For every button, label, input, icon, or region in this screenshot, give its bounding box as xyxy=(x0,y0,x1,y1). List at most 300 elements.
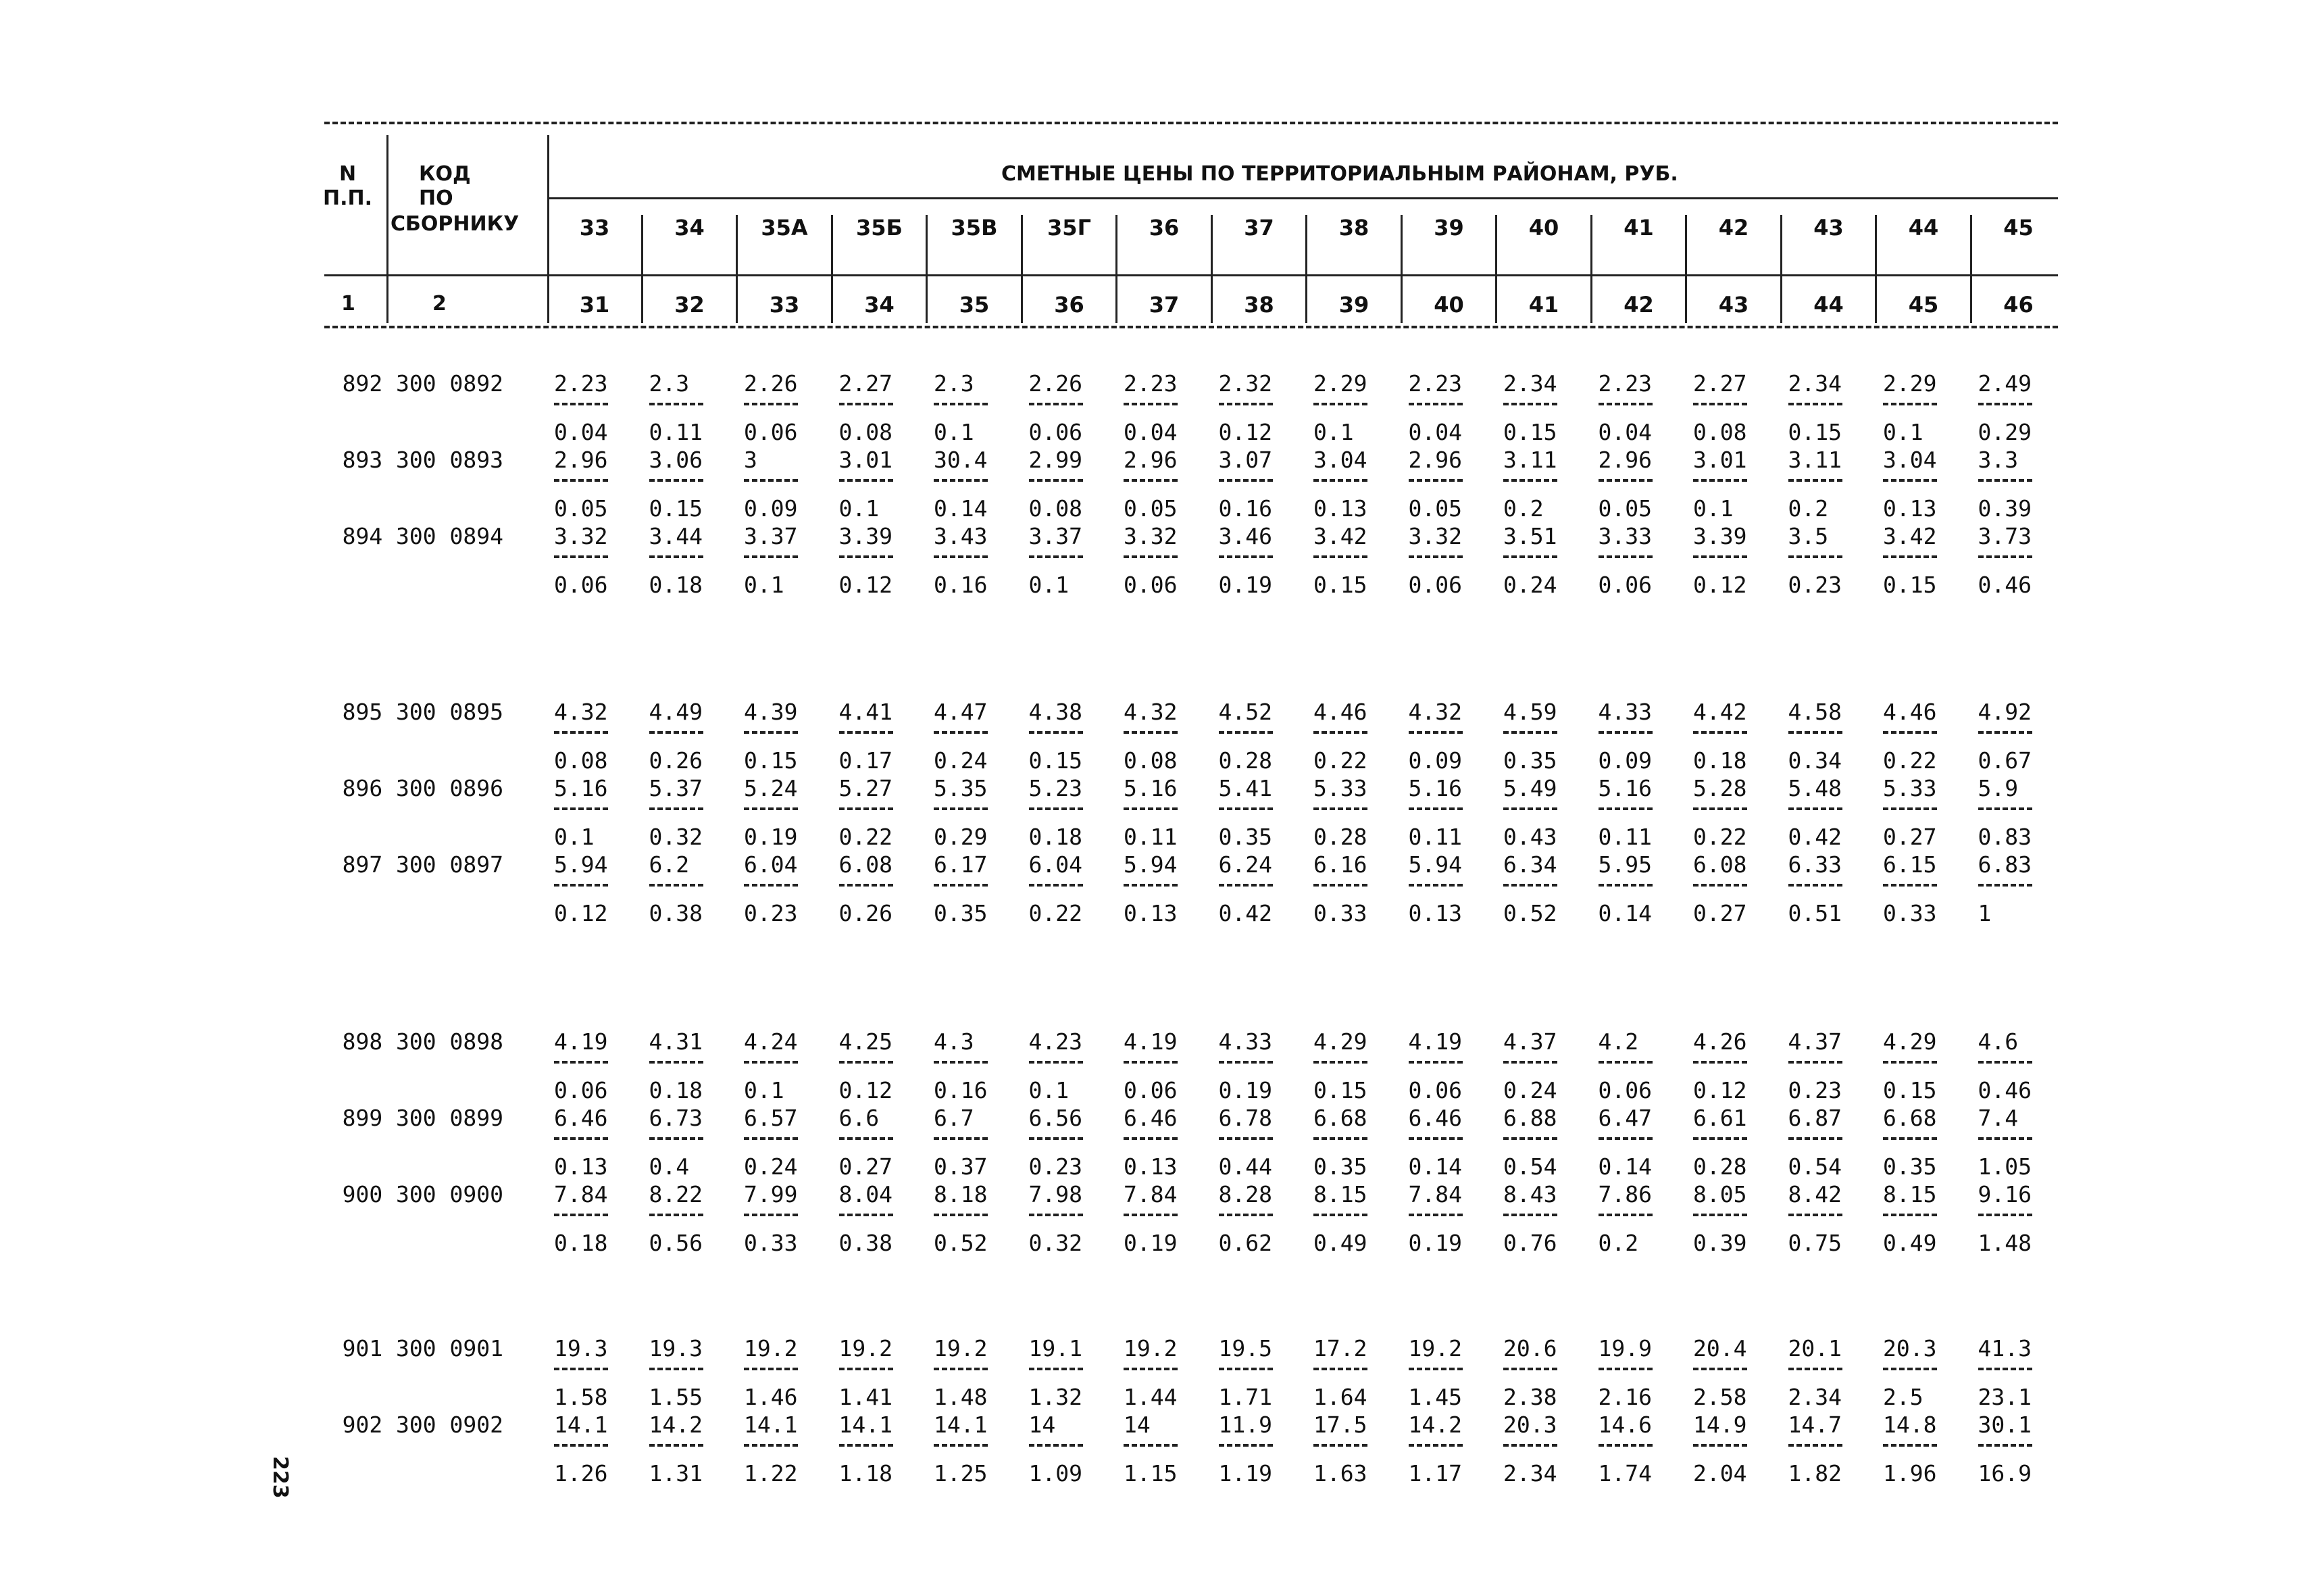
district-8: 37 xyxy=(1244,215,1274,241)
fraction-line xyxy=(554,731,608,734)
fraction-line xyxy=(1599,1214,1653,1216)
price-wage: 0.19 xyxy=(744,824,798,850)
fraction-line xyxy=(1029,1214,1083,1216)
col-n-label: N xyxy=(339,162,357,186)
district-14: 43 xyxy=(1813,215,1844,241)
district-3: 35А xyxy=(761,215,808,241)
price-total: 14 xyxy=(1028,1412,1056,1438)
price-wage: 0.05 xyxy=(1598,495,1652,522)
fraction-line xyxy=(744,884,798,887)
fraction-line xyxy=(1124,807,1178,810)
price-wage: 1.05 xyxy=(1978,1153,2032,1180)
fraction-line xyxy=(1693,1214,1747,1216)
price-wage: 0.1 xyxy=(1028,1077,1070,1103)
fraction-line xyxy=(1219,884,1273,887)
fraction-line xyxy=(1124,403,1178,405)
price-total: 4.47 xyxy=(934,699,988,725)
price-wage: 0.24 xyxy=(1503,1077,1557,1103)
fraction-line xyxy=(839,1214,893,1216)
price-wage: 0.11 xyxy=(1408,824,1462,850)
price-total: 8.18 xyxy=(934,1181,988,1207)
price-wage: 0.35 xyxy=(1503,747,1557,774)
fraction-line xyxy=(1029,555,1083,558)
fraction-line xyxy=(1409,1061,1463,1064)
price-wage: 0.09 xyxy=(1598,747,1652,774)
price-wage: 0.1 xyxy=(1883,419,1923,445)
row-code: 895 300 0895 xyxy=(342,699,503,725)
price-wage: 0.1 xyxy=(744,572,784,598)
fraction-line xyxy=(1978,731,2032,734)
col-code-label-3: СБОРНИКУ xyxy=(391,212,520,236)
price-total: 8.22 xyxy=(649,1181,703,1207)
price-total: 2.23 xyxy=(1124,370,1178,397)
price-total: 5.94 xyxy=(1408,851,1462,878)
fraction-line xyxy=(1978,555,2032,558)
fraction-line xyxy=(1503,403,1557,405)
price-wage: 2.04 xyxy=(1693,1460,1747,1487)
fraction-line xyxy=(839,731,893,734)
price-wage: 1.48 xyxy=(1978,1230,2032,1256)
price-wage: 1.26 xyxy=(554,1460,608,1487)
price-total: 19.1 xyxy=(1028,1335,1082,1362)
price-wage: 0.15 xyxy=(1313,572,1367,598)
price-total: 5.49 xyxy=(1503,775,1557,801)
price-wage: 0.27 xyxy=(1883,824,1937,850)
fraction-line xyxy=(744,1368,798,1370)
price-total: 3.06 xyxy=(649,447,703,473)
price-total: 8.04 xyxy=(838,1181,892,1207)
price-wage: 0.15 xyxy=(1313,1077,1367,1103)
price-wage: 2.16 xyxy=(1598,1384,1652,1410)
price-wage: 0.12 xyxy=(1218,419,1272,445)
price-wage: 1.15 xyxy=(1124,1460,1178,1487)
price-total: 14.1 xyxy=(554,1412,608,1438)
district-12: 41 xyxy=(1624,215,1654,241)
fraction-line xyxy=(1124,731,1178,734)
price-wage: 1.17 xyxy=(1408,1460,1462,1487)
price-wage: 0.13 xyxy=(1883,495,1937,522)
price-wage: 0.29 xyxy=(934,824,988,850)
price-total: 20.6 xyxy=(1503,1335,1557,1362)
district-6: 35Г xyxy=(1047,215,1091,241)
fraction-line xyxy=(744,403,798,405)
price-wage: 0.1 xyxy=(744,1077,784,1103)
price-total: 6.46 xyxy=(1124,1105,1178,1131)
header-top-rule xyxy=(324,122,2058,124)
fraction-line xyxy=(1883,1061,1937,1064)
fraction-line xyxy=(839,1444,893,1447)
price-total: 2.96 xyxy=(554,447,608,473)
price-total: 3.37 xyxy=(1028,523,1082,549)
price-total: 5.16 xyxy=(1124,775,1178,801)
price-total: 30.4 xyxy=(934,447,988,473)
price-total: 3.01 xyxy=(838,447,892,473)
price-total: 8.15 xyxy=(1883,1181,1937,1207)
price-total: 4.92 xyxy=(1978,699,2032,725)
price-wage: 1.44 xyxy=(1124,1384,1178,1410)
fraction-line xyxy=(1503,731,1557,734)
price-wage: 0.06 xyxy=(1028,419,1082,445)
price-total: 3.39 xyxy=(1693,523,1747,549)
fraction-line xyxy=(1219,555,1273,558)
price-total: 4.39 xyxy=(744,699,798,725)
price-total: 3.44 xyxy=(649,523,703,549)
column-number-16: 46 xyxy=(2003,292,2034,318)
row-code: 899 300 0899 xyxy=(342,1105,503,1131)
price-total: 3.51 xyxy=(1503,523,1557,549)
fraction-line xyxy=(1883,403,1937,405)
price-wage: 0.08 xyxy=(838,419,892,445)
price-wage: 1.55 xyxy=(649,1384,703,1410)
price-total: 2.29 xyxy=(1883,370,1937,397)
price-total: 14.9 xyxy=(1693,1412,1747,1438)
fraction-line xyxy=(934,479,988,482)
price-wage: 0.14 xyxy=(934,495,988,522)
price-total: 4.26 xyxy=(1693,1028,1747,1055)
price-wage: 0.35 xyxy=(934,900,988,926)
price-total: 4.3 xyxy=(934,1028,974,1055)
price-wage: 2.38 xyxy=(1503,1384,1557,1410)
fraction-line xyxy=(1409,1137,1463,1140)
fraction-line xyxy=(1219,479,1273,482)
price-total: 4.37 xyxy=(1503,1028,1557,1055)
fraction-line xyxy=(1029,1061,1083,1064)
price-total: 14.1 xyxy=(744,1412,798,1438)
fraction-line xyxy=(1313,479,1367,482)
price-total: 2.3 xyxy=(934,370,974,397)
price-total: 6.2 xyxy=(649,851,690,878)
fraction-line xyxy=(1693,1137,1747,1140)
price-total: 4.46 xyxy=(1313,699,1367,725)
column-number-4: 34 xyxy=(864,292,895,318)
price-total: 5.16 xyxy=(1408,775,1462,801)
price-wage: 0.35 xyxy=(1883,1153,1937,1180)
column-number-5: 35 xyxy=(959,292,990,318)
fraction-line xyxy=(1599,403,1653,405)
price-total: 2.32 xyxy=(1218,370,1272,397)
price-total: 6.15 xyxy=(1883,851,1937,878)
fraction-line xyxy=(554,1214,608,1216)
price-wage: 1.74 xyxy=(1598,1460,1652,1487)
price-total: 4.49 xyxy=(649,699,703,725)
fraction-line xyxy=(1503,884,1557,887)
price-total: 2.96 xyxy=(1124,447,1178,473)
price-wage: 0.19 xyxy=(1218,572,1272,598)
price-total: 5.95 xyxy=(1598,851,1652,878)
fraction-line xyxy=(1219,1214,1273,1216)
price-total: 3.32 xyxy=(1124,523,1178,549)
price-wage: 0.15 xyxy=(1883,1077,1937,1103)
price-wage: 1.58 xyxy=(554,1384,608,1410)
price-total: 2.96 xyxy=(1408,447,1462,473)
col-pp-label: П.П. xyxy=(323,186,373,210)
price-total: 20.3 xyxy=(1503,1412,1557,1438)
fraction-line xyxy=(1409,1444,1463,1447)
fraction-line xyxy=(554,1137,608,1140)
price-total: 5.33 xyxy=(1883,775,1937,801)
price-total: 6.68 xyxy=(1313,1105,1367,1131)
price-wage: 0.38 xyxy=(838,1230,892,1256)
price-total: 6.46 xyxy=(1408,1105,1462,1131)
fraction-line xyxy=(554,1368,608,1370)
price-total: 3.33 xyxy=(1598,523,1652,549)
fraction-line xyxy=(1978,1137,2032,1140)
col-code-label-1: КОД xyxy=(419,162,471,186)
price-wage: 1 xyxy=(1978,900,1992,926)
price-total: 5.37 xyxy=(649,775,703,801)
price-total: 3.43 xyxy=(934,523,988,549)
price-wage: 0.2 xyxy=(1788,495,1829,522)
fraction-line xyxy=(934,555,988,558)
price-wage: 0.43 xyxy=(1503,824,1557,850)
price-total: 2.26 xyxy=(744,370,798,397)
price-total: 6.78 xyxy=(1218,1105,1272,1131)
price-total: 2.27 xyxy=(1693,370,1747,397)
price-total: 6.56 xyxy=(1028,1105,1082,1131)
district-4: 35Б xyxy=(856,215,903,241)
price-wage: 0.26 xyxy=(838,900,892,926)
fraction-line xyxy=(1693,1444,1747,1447)
price-total: 19.5 xyxy=(1218,1335,1272,1362)
price-wage: 0.06 xyxy=(1124,1077,1178,1103)
fraction-line xyxy=(839,807,893,810)
index-col-1: 1 xyxy=(341,292,355,316)
price-wage: 1.71 xyxy=(1218,1384,1272,1410)
price-total: 4.58 xyxy=(1788,699,1842,725)
fraction-line xyxy=(934,403,988,405)
fraction-line xyxy=(1219,1061,1273,1064)
price-wage: 0.09 xyxy=(1408,747,1462,774)
price-total: 4.32 xyxy=(1408,699,1462,725)
district-11: 40 xyxy=(1528,215,1559,241)
price-total: 3.32 xyxy=(554,523,608,549)
price-wage: 0.04 xyxy=(1124,419,1178,445)
fraction-line xyxy=(649,555,703,558)
fraction-line xyxy=(649,1368,703,1370)
column-number-7: 37 xyxy=(1149,292,1180,318)
header-subtitle-rule xyxy=(549,197,2058,199)
price-wage: 0.23 xyxy=(1788,572,1842,598)
price-total: 3.39 xyxy=(838,523,892,549)
fraction-line xyxy=(649,1137,703,1140)
price-total: 19.2 xyxy=(934,1335,988,1362)
fraction-line xyxy=(934,1444,988,1447)
fraction-line xyxy=(1788,807,1842,810)
price-wage: 0.08 xyxy=(554,747,608,774)
fraction-line xyxy=(1124,479,1178,482)
price-wage: 1.48 xyxy=(934,1384,988,1410)
fraction-line xyxy=(744,555,798,558)
price-wage: 0.12 xyxy=(838,1077,892,1103)
price-total: 5.48 xyxy=(1788,775,1842,801)
price-total: 3.5 xyxy=(1788,523,1829,549)
price-wage: 0.1 xyxy=(554,824,595,850)
price-total: 6.73 xyxy=(649,1105,703,1131)
price-wage: 1.82 xyxy=(1788,1460,1842,1487)
price-total: 2.96 xyxy=(1598,447,1652,473)
price-total: 41.3 xyxy=(1978,1335,2032,1362)
price-total: 4.32 xyxy=(554,699,608,725)
price-total: 5.94 xyxy=(1124,851,1178,878)
price-total: 19.2 xyxy=(744,1335,798,1362)
fraction-line xyxy=(1693,403,1747,405)
price-wage: 0.52 xyxy=(934,1230,988,1256)
fraction-line xyxy=(1788,479,1842,482)
price-total: 2.34 xyxy=(1788,370,1842,397)
fraction-line xyxy=(1788,1368,1842,1370)
price-wage: 1.46 xyxy=(744,1384,798,1410)
price-wage: 0.16 xyxy=(1218,495,1272,522)
price-wage: 0.38 xyxy=(649,900,703,926)
price-wage: 0.51 xyxy=(1788,900,1842,926)
price-total: 4.2 xyxy=(1598,1028,1639,1055)
fraction-line xyxy=(1599,884,1653,887)
col-code-label-2: ПО xyxy=(419,186,453,210)
index-col-2: 2 xyxy=(432,292,447,316)
fraction-line xyxy=(1693,807,1747,810)
price-total: 3.32 xyxy=(1408,523,1462,549)
price-wage: 0.19 xyxy=(1124,1230,1178,1256)
price-wage: 0.05 xyxy=(1124,495,1178,522)
price-total: 6.47 xyxy=(1598,1105,1652,1131)
row-code: 897 300 0897 xyxy=(342,851,503,878)
price-wage: 0.05 xyxy=(554,495,608,522)
price-wage: 1.18 xyxy=(838,1460,892,1487)
price-total: 8.43 xyxy=(1503,1181,1557,1207)
price-wage: 0.23 xyxy=(744,900,798,926)
price-wage: 0.44 xyxy=(1218,1153,1272,1180)
fraction-line xyxy=(1599,807,1653,810)
price-total: 4.59 xyxy=(1503,699,1557,725)
price-total: 14.2 xyxy=(1408,1412,1462,1438)
price-total: 7.98 xyxy=(1028,1181,1082,1207)
fraction-line xyxy=(934,1061,988,1064)
price-total: 5.27 xyxy=(838,775,892,801)
fraction-line xyxy=(1978,403,2032,405)
price-wage: 0.23 xyxy=(1788,1077,1842,1103)
price-wage: 0.06 xyxy=(1408,1077,1462,1103)
column-number-10: 40 xyxy=(1434,292,1464,318)
price-total: 6.16 xyxy=(1313,851,1367,878)
price-wage: 2.58 xyxy=(1693,1384,1747,1410)
price-wage: 0.28 xyxy=(1313,824,1367,850)
price-wage: 0.16 xyxy=(934,572,988,598)
fraction-line xyxy=(1313,1444,1367,1447)
fraction-line xyxy=(1219,1137,1273,1140)
price-total: 17.2 xyxy=(1313,1335,1367,1362)
fraction-line xyxy=(1409,884,1463,887)
price-total: 14 xyxy=(1124,1412,1151,1438)
price-total: 4.19 xyxy=(1408,1028,1462,1055)
fraction-line xyxy=(554,479,608,482)
price-total: 3.04 xyxy=(1883,447,1937,473)
fraction-line xyxy=(1029,1368,1083,1370)
price-wage: 0.29 xyxy=(1978,419,2032,445)
fraction-line xyxy=(1693,731,1747,734)
price-total: 4.29 xyxy=(1313,1028,1367,1055)
column-number-2: 32 xyxy=(674,292,705,318)
price-wage: 0.2 xyxy=(1503,495,1544,522)
fraction-line xyxy=(1978,479,2032,482)
price-wage: 1.22 xyxy=(744,1460,798,1487)
district-7: 36 xyxy=(1149,215,1180,241)
price-total: 2.23 xyxy=(554,370,608,397)
price-total: 2.23 xyxy=(1598,370,1652,397)
fraction-line xyxy=(1788,1214,1842,1216)
price-wage: 16.9 xyxy=(1978,1460,2032,1487)
price-wage: 0.22 xyxy=(838,824,892,850)
district-16: 45 xyxy=(2003,215,2034,241)
price-wage: 0.13 xyxy=(1124,900,1178,926)
fraction-line xyxy=(1219,807,1273,810)
price-wage: 0.23 xyxy=(1028,1153,1082,1180)
price-wage: 0.75 xyxy=(1788,1230,1842,1256)
fraction-line xyxy=(934,1137,988,1140)
price-total: 4.41 xyxy=(838,699,892,725)
fraction-line xyxy=(1978,1444,2032,1447)
fraction-line xyxy=(1029,479,1083,482)
price-total: 3.37 xyxy=(744,523,798,549)
fraction-line xyxy=(1503,1137,1557,1140)
price-total: 8.42 xyxy=(1788,1181,1842,1207)
fraction-line xyxy=(839,1137,893,1140)
fraction-line xyxy=(1219,731,1273,734)
fraction-line xyxy=(554,403,608,405)
price-wage: 0.33 xyxy=(1883,900,1937,926)
price-wage: 0.12 xyxy=(838,572,892,598)
price-wage: 0.34 xyxy=(1788,747,1842,774)
price-wage: 0.14 xyxy=(1598,900,1652,926)
price-total: 2.3 xyxy=(649,370,690,397)
price-total: 4.25 xyxy=(838,1028,892,1055)
price-wage: 1.64 xyxy=(1313,1384,1367,1410)
price-wage: 0.26 xyxy=(649,747,703,774)
price-wage: 0.13 xyxy=(1408,900,1462,926)
fraction-line xyxy=(649,1444,703,1447)
fraction-line xyxy=(1883,479,1937,482)
price-wage: 0.15 xyxy=(649,495,703,522)
price-wage: 1.96 xyxy=(1883,1460,1937,1487)
price-wage: 0.15 xyxy=(1788,419,1842,445)
fraction-line xyxy=(744,1061,798,1064)
price-total: 4.37 xyxy=(1788,1028,1842,1055)
price-wage: 0.04 xyxy=(554,419,608,445)
fraction-line xyxy=(1124,555,1178,558)
fraction-line xyxy=(1029,403,1083,405)
price-wage: 0.1 xyxy=(1693,495,1734,522)
price-wage: 0.35 xyxy=(1218,824,1272,850)
price-wage: 0.18 xyxy=(554,1230,608,1256)
price-wage: 0.19 xyxy=(1218,1077,1272,1103)
price-wage: 0.12 xyxy=(1693,1077,1747,1103)
district-13: 42 xyxy=(1718,215,1749,241)
price-wage: 0.24 xyxy=(744,1153,798,1180)
fraction-line xyxy=(839,555,893,558)
price-wage: 0.06 xyxy=(1124,572,1178,598)
price-total: 19.2 xyxy=(1408,1335,1462,1362)
price-total: 5.23 xyxy=(1028,775,1082,801)
fraction-line xyxy=(744,807,798,810)
fraction-line xyxy=(1313,1137,1367,1140)
price-wage: 1.41 xyxy=(838,1384,892,1410)
price-total: 4.32 xyxy=(1124,699,1178,725)
price-total: 17.5 xyxy=(1313,1412,1367,1438)
header-vline-1 xyxy=(386,135,388,323)
price-total: 11.9 xyxy=(1218,1412,1272,1438)
fraction-line xyxy=(1313,555,1367,558)
price-wage: 0.56 xyxy=(649,1230,703,1256)
price-wage: 0.13 xyxy=(1313,495,1367,522)
